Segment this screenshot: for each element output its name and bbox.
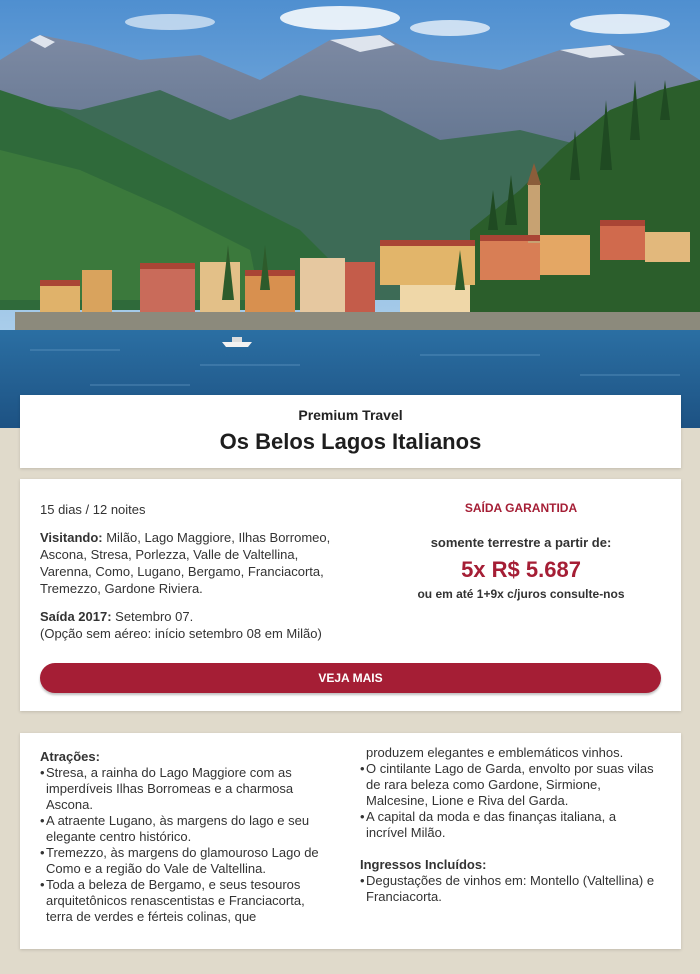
brand-name: Premium Travel [298, 407, 403, 423]
trip-pricing [386, 501, 656, 601]
departure-text: Setembro 07. [111, 609, 194, 624]
trip-departure [40, 608, 340, 642]
list-item [40, 813, 335, 845]
see-more-button[interactable]: VEJA MAIS [40, 663, 661, 693]
list-item [360, 761, 660, 809]
visiting-text: Milão, Lago Maggiore, Ilhas Borromeo, Ascona, Stresa, Porlezza, Valle de Valtellina, Varenna, Como, Lugano, Bergamo, Franciacorta, Tremezzo, Gardone Riviera. [40, 530, 331, 596]
attraction-text: A capital da moda e das finanças italiana, a incrível Milão. [366, 809, 617, 840]
trip-duration: 15 dias / 12 noites [40, 502, 146, 517]
attractions-list [40, 765, 335, 925]
attraction-text: Stresa, a rainha do Lago Maggiore com as imperdíveis Ilhas Borromeas e a charmosa Ascona. [46, 765, 294, 812]
attraction-continued: produzem elegantes e emblemáticos vinhos. [366, 745, 624, 760]
departure-note: (Opção sem aéreo: início setembro 08 em Milão) [40, 626, 322, 641]
hero-lake-photo [0, 0, 700, 428]
attraction-text: Tremezzo, às margens do glamouroso Lago de Como e a região do Vale de Valtellina. [46, 845, 319, 876]
included-text: Degustações de vinhos em: Montello (Valtellina) e Franciacorta. [366, 873, 655, 904]
included-title: Ingressos Incluídos: [360, 857, 487, 872]
trip-itinerary [40, 529, 340, 597]
departure-label: Saída 2017: [40, 609, 112, 624]
price-value: 5x R$ 5.687 [461, 557, 581, 582]
bullet-icon: • [40, 765, 45, 780]
included-list [360, 873, 660, 905]
details-left-column [40, 749, 335, 925]
bullet-icon: • [40, 845, 45, 860]
bullet-icon: • [40, 877, 45, 892]
attraction-text: O cintilante Lago de Garda, envolto por suas vilas de rara beleza como Gardone, Sirmione, Malcesine, Lione e Riva del Garda. [366, 761, 654, 808]
attraction-text: A atraente Lugano, às margens do lago e seu elegante centro histórico. [46, 813, 310, 844]
spacer [360, 841, 660, 857]
trip-info [40, 501, 340, 653]
attractions-list-continued [360, 761, 660, 841]
bullet-icon: • [360, 761, 365, 776]
list-item [360, 809, 660, 841]
details-card [20, 733, 681, 949]
price-from-label: somente terrestre a partir de: [430, 535, 612, 550]
bullet-icon: • [360, 873, 365, 888]
list-item [40, 765, 335, 813]
attractions-title: Atrações: [40, 749, 100, 764]
details-right-column [360, 745, 660, 905]
list-item [40, 877, 335, 925]
visiting-label: Visitando: [40, 530, 103, 545]
guaranteed-badge: SAÍDA GARANTIDA [464, 501, 578, 515]
bullet-icon: • [40, 813, 45, 828]
bullet-icon: • [360, 809, 365, 824]
list-item [360, 873, 660, 905]
header-card [20, 395, 681, 468]
trip-summary-card [20, 479, 681, 711]
list-item [40, 845, 335, 877]
attraction-text: Toda a beleza de Bergamo, e seus tesouros arquitetônicos renascentistas e Franciacorta, terra de verdes e férteis colinas, que [46, 877, 305, 924]
page-title: Os Belos Lagos Italianos [219, 429, 482, 454]
installments-note: ou em até 1+9x c/juros consulte-nos [417, 587, 625, 601]
lake-scene-illustration [0, 0, 700, 428]
